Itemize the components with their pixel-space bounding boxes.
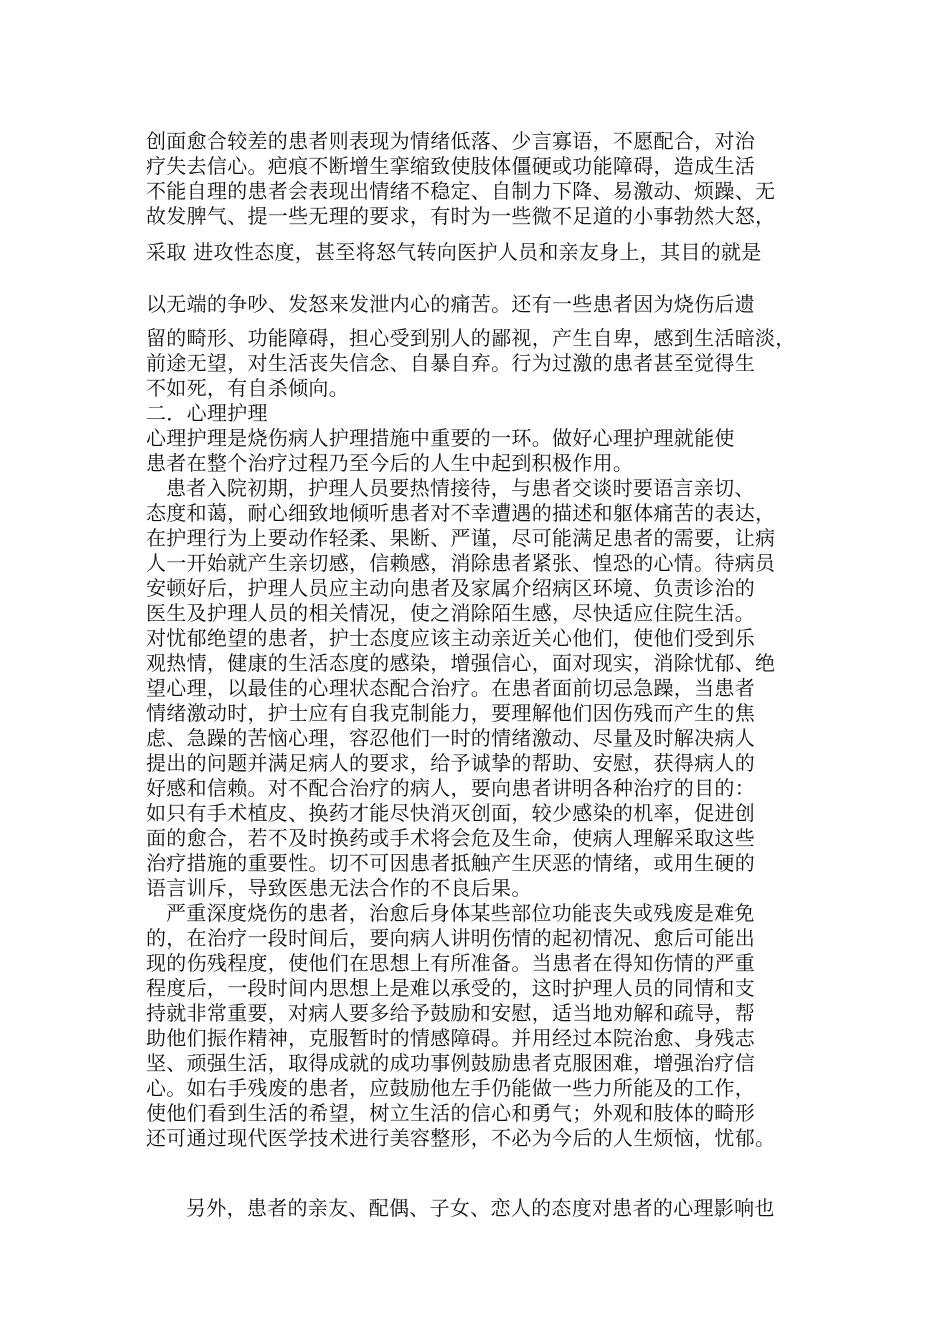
text-line: 望心理，以最佳的心理状态配合治疗。在患者面前切忌急躁，当患者 xyxy=(146,676,755,700)
text-line: 故发脾气、提一些无理的要求，有时为一些微不足道的小事勃然大怒， xyxy=(146,204,776,228)
text-line: 安顿好后，护理人员应主动向患者及家属介绍病区环境、负责诊治的 xyxy=(146,576,755,600)
text-line: 持就非常重要，对病人要多给予鼓励和安慰，适当地劝解和疏导，帮 xyxy=(146,1001,755,1025)
text-line: 虑、急躁的苦恼心理，容忍他们一时的情绪激动、尽量及时解决病人 xyxy=(146,726,755,750)
text-line: 另外，患者的亲友、配偶、子女、恋人的态度对患者的心理影响也 xyxy=(186,1196,775,1220)
text-line: 医生及护理人员的相关情况，使之消除陌生感，尽快适应住院生活。 xyxy=(146,601,755,625)
text-line: 患者在整个治疗过程乃至今后的人生中起到积极作用。 xyxy=(146,451,634,475)
text-line: 提出的问题并满足病人的要求，给予诚挚的帮助、安慰，获得病人的 xyxy=(146,751,755,775)
text-line: 语言训斥，导致医患无法合作的不良后果。 xyxy=(146,876,532,900)
text-line: 情绪激动时，护士应有自我克制能力，要理解他们因伤残而产生的焦 xyxy=(146,701,755,725)
text-line: 严重深度烧伤的患者，治愈后身体某些部位功能丧失或残废是难免 xyxy=(166,901,755,925)
text-line: 好感和信赖。对不配合治疗的病人，要向患者讲明各种治疗的目的： xyxy=(146,776,755,800)
text-line: 人一开始就产生亲切感，信赖感，消除患者紧张、惶恐的心情。待病员 xyxy=(146,551,776,575)
text-line: 创面愈合较差的患者则表现为情绪低落、少言寡语，不愿配合，对治 xyxy=(146,129,755,153)
text-line: 不能自理的患者会表现出情绪不稳定、自制力下降、易激动、烦躁、无 xyxy=(146,179,776,203)
text-line: 如只有手术植皮、换药才能尽快消灭创面，较少感染的机率，促进创 xyxy=(146,801,755,825)
text-line: 的，在治疗一段时间后，要向病人讲明伤情的起初情况、愈后可能出 xyxy=(146,926,755,950)
text-line: 程度后，一段时间内思想上是难以承受的，这时护理人员的同情和支 xyxy=(146,976,755,1000)
text-line: 留的畸形、功能障碍，担心受到别人的鄙视，产生自卑，感到生活暗淡， xyxy=(146,326,796,350)
text-line: 观热情，健康的生活态度的感染，增强信心，面对现实，消除忧郁、绝 xyxy=(146,651,776,675)
text-line: 态度和蔼，耐心细致地倾听患者对不幸遭遇的描述和躯体痛苦的表达， xyxy=(146,501,776,525)
text-line: 心。如右手残废的患者，应鼓励他左手仍能做一些力所能及的工作， xyxy=(146,1076,755,1100)
text-line: 采取 进攻性态度，甚至将怒气转向医护人员和亲友身上，其目的就是 xyxy=(146,240,762,264)
text-line: 对忧郁绝望的患者，护士态度应该主动亲近关心他们，使他们受到乐 xyxy=(146,626,755,650)
text-line: 疗失去信心。疤痕不断增生挛缩致使肢体僵硬或功能障碍，造成生活 xyxy=(146,154,755,178)
text-line: 助他们振作精神，克服暂时的情感障碍。并用经过本院治愈、身残志 xyxy=(146,1026,755,1050)
section-heading: 二．心理护理 xyxy=(146,401,268,425)
text-line: 心理护理是烧伤病人护理措施中重要的一环。做好心理护理就能使 xyxy=(146,426,735,450)
text-line: 治疗措施的重要性。切不可因患者抵触产生厌恶的情绪，或用生硬的 xyxy=(146,851,755,875)
text-line: 患者入院初期，护理人员要热情接待，与患者交谈时要语言亲切、 xyxy=(166,476,755,500)
text-line: 坚、顽强生活，取得成就的成功事例鼓励患者克服困难，增强治疗信 xyxy=(146,1051,755,1075)
text-line: 还可通过现代医学技术进行美容整形，不必为今后的人生烦恼，忧郁。 xyxy=(146,1126,776,1150)
text-line: 以无端的争吵、发怒来发泄内心的痛苦。还有一些患者因为烧伤后遗 xyxy=(146,292,755,316)
text-line: 前途无望，对生活丧失信念、自暴自弃。行为过激的患者甚至觉得生 xyxy=(146,351,755,375)
text-line: 面的愈合，若不及时换药或手术将会危及生命，使病人理解采取这些 xyxy=(146,826,755,850)
text-line: 在护理行为上要动作轻柔、果断、严谨，尽可能满足患者的需要，让病 xyxy=(146,526,776,550)
text-line: 现的伤残程度，使他们在思想上有所准备。当患者在得知伤情的严重 xyxy=(146,951,755,975)
text-line: 使他们看到生活的希望，树立生活的信心和勇气；外观和肢体的畸形 xyxy=(146,1101,755,1125)
text-line: 不如死，有自杀倾向。 xyxy=(146,376,349,400)
